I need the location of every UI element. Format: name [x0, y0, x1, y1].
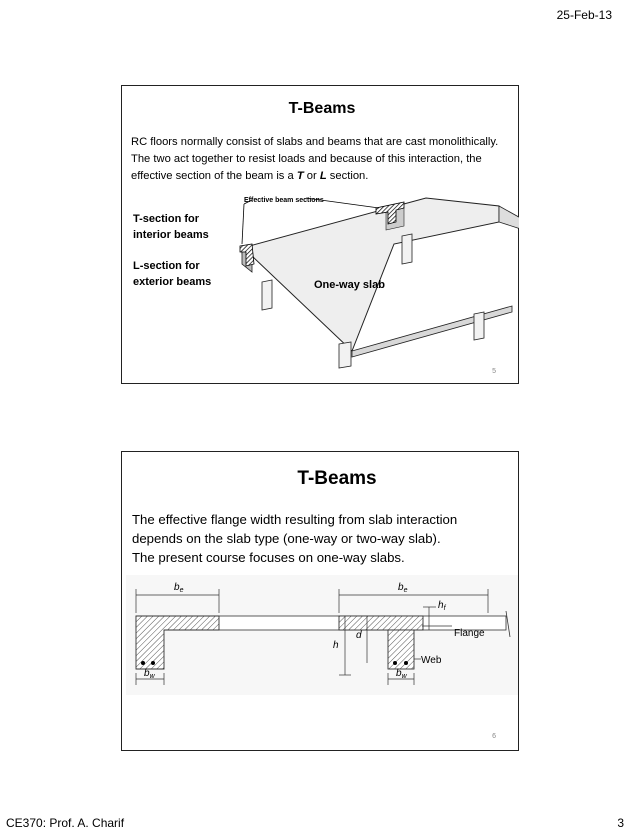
- t-section-flange: [339, 616, 423, 630]
- slab-top-surface: [242, 198, 499, 351]
- bw-left-label: $b_w$: [144, 668, 155, 680]
- one-way-slab-label: One-way slab: [314, 279, 385, 291]
- t-section-label-line1: T-section for: [133, 213, 200, 225]
- slide-title: T-Beams: [288, 100, 356, 117]
- column: [339, 342, 351, 368]
- slide-body-text: [132, 510, 512, 567]
- footer-course: CE370: Prof. A. Charif: [6, 816, 125, 830]
- slide-5: [121, 85, 519, 384]
- be-left-label: $b_e$: [174, 582, 184, 594]
- effective-sections-label: Effective beam sections: [244, 197, 324, 204]
- rebar: [393, 661, 397, 665]
- page-number: 6: [492, 733, 496, 740]
- t-section-label: [133, 211, 209, 243]
- l-section-label-line2: exterior beams: [133, 276, 212, 288]
- body-line-1: The effective flange width resulting from slab interaction: [132, 512, 458, 527]
- bw-right-label: $b_w$: [396, 668, 407, 680]
- slide-body-text: [131, 134, 513, 185]
- t-section-label-line2: interior beams: [133, 229, 209, 241]
- column: [474, 312, 484, 340]
- flange-width-figure: [126, 575, 518, 695]
- label-leader: [242, 204, 244, 244]
- slide-title: T-Beams: [297, 468, 377, 489]
- flange-label: Flange: [454, 628, 485, 639]
- rebar: [141, 661, 145, 665]
- column: [262, 280, 272, 310]
- rebar: [404, 661, 408, 665]
- body-line-2: depends on the slab type (one-way or two-way slab).: [132, 531, 441, 546]
- be-right-label: $b_e$: [398, 582, 408, 594]
- hf-label: $h_f$: [438, 600, 446, 612]
- footer-page-number: 3: [617, 816, 624, 830]
- h-label: h: [333, 640, 339, 651]
- slab-right-top: [499, 206, 519, 230]
- header-date: 25-Feb-13: [556, 8, 612, 22]
- column: [402, 234, 412, 264]
- slide-6: [121, 451, 519, 751]
- l-section-label: [133, 258, 211, 290]
- body-text-or: or: [303, 170, 320, 182]
- page-number: 5: [492, 368, 496, 375]
- web-label: Web: [421, 655, 442, 666]
- body-line-3: The present course focuses on one-way slabs.: [132, 550, 405, 565]
- l-section-label-line1: L-section for: [133, 260, 200, 272]
- d-label: d: [356, 630, 362, 641]
- body-text-post: section.: [326, 170, 369, 182]
- rebar: [151, 661, 155, 665]
- slab-edge: [352, 306, 512, 357]
- t-section-web: [388, 630, 414, 669]
- floor-system-figure: [234, 186, 519, 376]
- body-text-t: T: [296, 170, 304, 182]
- body-text-l: L: [319, 170, 327, 182]
- body-text-pre: RC floors normally consist of slabs and beams that are cast monolithically. The two act together to resist loads and because of this interaction, the effective section of the beam is a: [131, 136, 499, 182]
